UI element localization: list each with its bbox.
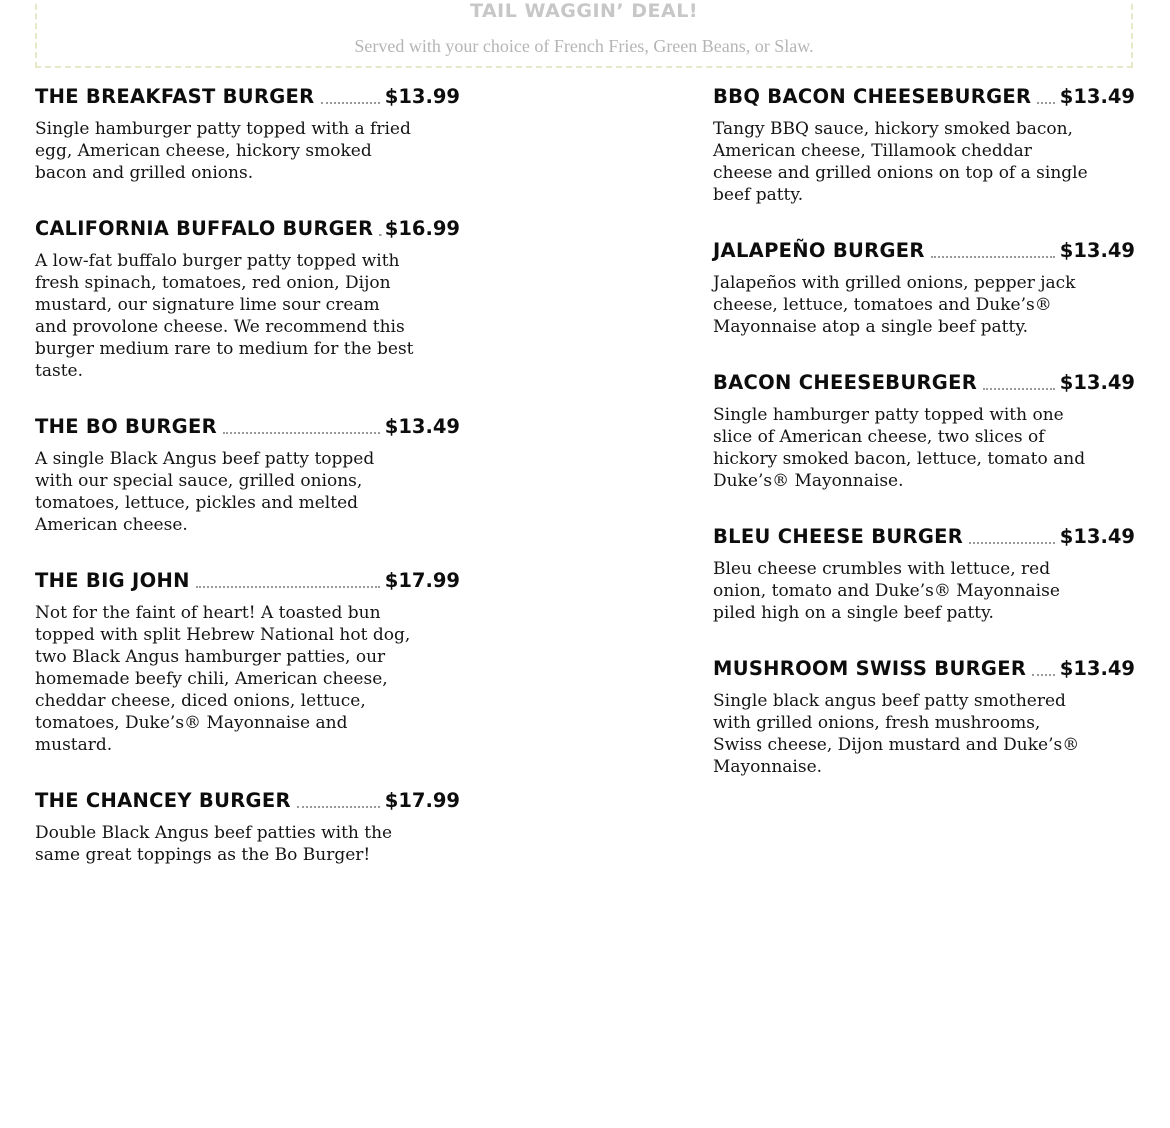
menu-item-name: BACON CHEESEBURGER — [713, 371, 978, 394]
menu-item — [35, 570, 460, 756]
menu-item-header — [35, 218, 460, 240]
menu-item-header — [35, 790, 460, 812]
dot-leader — [969, 542, 1055, 544]
menu-item-description: Double Black Angus beef patties with the same great toppings as the Bo Burger! — [35, 823, 393, 865]
menu-item — [713, 658, 1135, 778]
menu-item — [35, 790, 460, 866]
dot-leader — [983, 388, 1055, 390]
menu-item-price: $17.99 — [384, 569, 460, 592]
menu-item-price: $13.49 — [1059, 85, 1135, 108]
dot-leader — [1032, 674, 1055, 676]
menu-item-price: $13.49 — [1059, 657, 1135, 680]
menu-item-header — [35, 86, 460, 108]
menu-item-price: $17.99 — [384, 789, 460, 812]
menu-item-description: Not for the faint of heart! A toasted bun topped with split Hebrew National hot dog, two Black Angus hamburger patties, our homemade beefy chili, American cheese, cheddar cheese, diced onions, lettuce, tomatoes, Duke’s® Mayonnaise and mustard. — [35, 603, 411, 755]
menu-item-header — [713, 658, 1135, 680]
menu-item — [35, 86, 460, 184]
menu-item — [713, 526, 1135, 624]
menu-item-header — [713, 372, 1135, 394]
menu-item-name: THE BO BURGER — [35, 415, 217, 438]
dot-leader — [223, 432, 380, 434]
menu-item-header — [35, 416, 460, 438]
menu-item-header — [713, 86, 1135, 108]
deal-banner — [35, 0, 1133, 68]
menu-item-name: CALIFORNIA BUFFALO BURGER — [35, 217, 374, 240]
menu-item-header — [713, 526, 1135, 548]
menu-item-name: THE BIG JOHN — [35, 569, 190, 592]
menu-item-name: BBQ BACON CHEESEBURGER — [713, 85, 1032, 108]
menu-column-left — [35, 86, 460, 900]
menu-item-description: Single black angus beef patty smothered with grilled onions, fresh mushrooms, Swiss cheese, Dijon mustard and Duke’s® Mayonnaise. — [713, 691, 1080, 777]
menu-item-name: BLEU CHEESE BURGER — [713, 525, 964, 548]
menu-item-description: Single hamburger patty topped with one slice of American cheese, two slices of hickory smoked bacon, lettuce, tomato and Duke’s® Mayonnaise. — [713, 405, 1086, 491]
dot-leader — [931, 256, 1055, 258]
menu-item-name: JALAPEÑO BURGER — [713, 239, 925, 262]
menu-item-description: A single Black Angus beef patty topped with our special sauce, grilled onions, tomatoes, lettuce, pickles and melted American cheese. — [35, 449, 375, 535]
dot-leader — [297, 806, 380, 808]
menu-item-price: $13.49 — [1059, 525, 1135, 548]
menu-item-name: THE BREAKFAST BURGER — [35, 85, 315, 108]
menu-item-description: Jalapeños with grilled onions, pepper jack cheese, lettuce, tomatoes and Duke’s® Mayonnaise atop a single beef patty. — [713, 273, 1076, 337]
menu-item-description: A low-fat buffalo burger patty topped with fresh spinach, tomatoes, red onion, Dijon mustard, our signature lime sour cream and provolone cheese. We recommend this burger medium rare to medium for the best taste. — [35, 251, 414, 381]
dot-leader — [196, 586, 380, 588]
deal-subtitle: Served with your choice of French Fries, Green Beans, or Slaw. — [354, 36, 814, 56]
menu-item-price: $13.49 — [384, 415, 460, 438]
menu-column-right — [713, 86, 1135, 812]
menu-item-name: THE CHANCEY BURGER — [35, 789, 291, 812]
menu-item-header — [713, 240, 1135, 262]
menu-item — [713, 86, 1135, 206]
menu-item — [713, 240, 1135, 338]
menu-item-price: $13.49 — [1059, 371, 1135, 394]
menu-item-price: $13.49 — [1059, 239, 1135, 262]
menu-item-description: Single hamburger patty topped with a fried egg, American cheese, hickory smoked bacon and grilled onions. — [35, 119, 411, 183]
menu-item — [713, 372, 1135, 492]
menu-item — [35, 416, 460, 536]
dot-leader — [321, 102, 380, 104]
dot-leader — [1037, 102, 1054, 104]
menu-item — [35, 218, 460, 382]
menu-item-description: Bleu cheese crumbles with lettuce, red onion, tomato and Duke’s® Mayonnaise piled high on a single beef patty. — [713, 559, 1060, 623]
menu-item-header — [35, 570, 460, 592]
deal-title: TAIL WAGGIN’ DEAL! — [469, 0, 698, 22]
menu-item-description: Tangy BBQ sauce, hickory smoked bacon, American cheese, Tillamook cheddar cheese and grilled onions on top of a single beef patty. — [713, 119, 1088, 205]
menu-item-price: $16.99 — [384, 217, 460, 240]
menu-item-name: MUSHROOM SWISS BURGER — [713, 657, 1027, 680]
menu-item-price: $13.99 — [384, 85, 460, 108]
